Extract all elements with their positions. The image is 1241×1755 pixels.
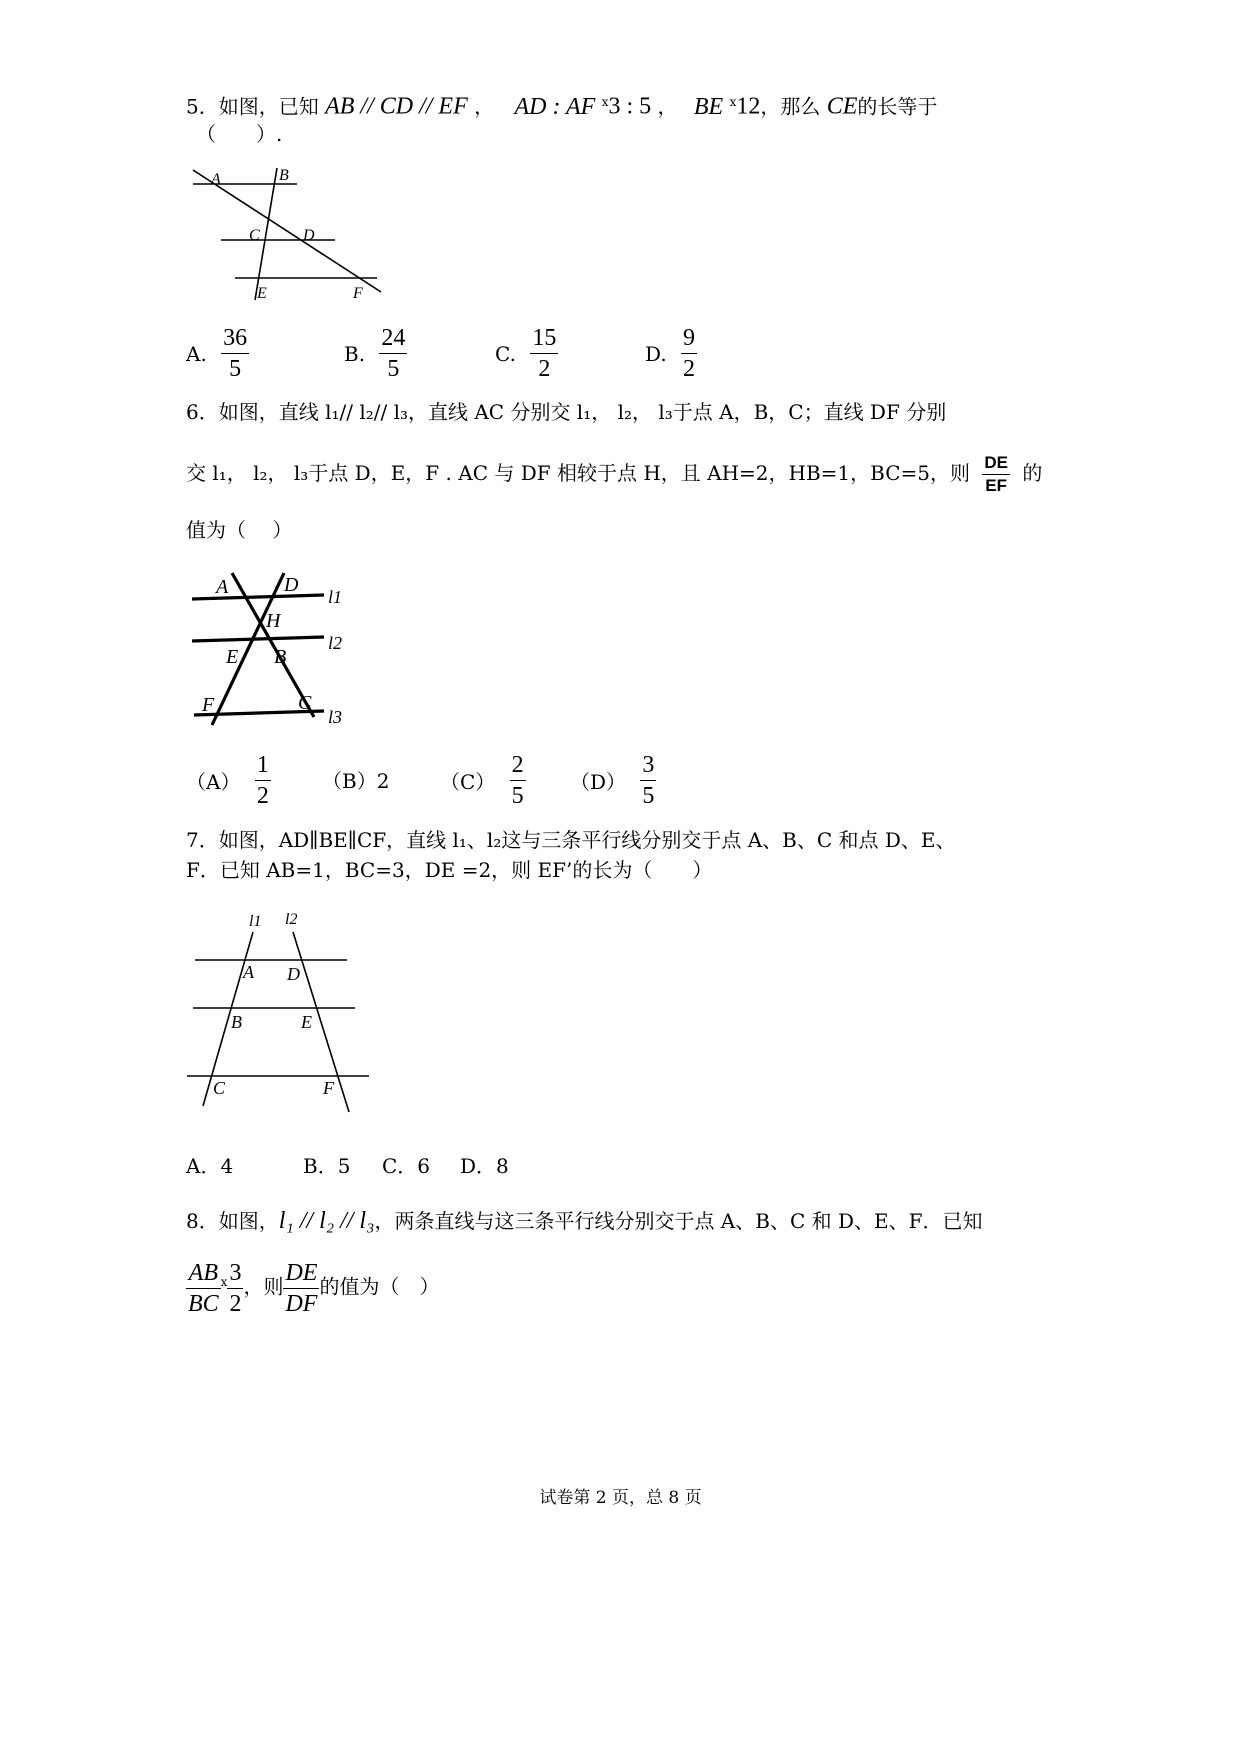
q5-option-b-num: 24 [379, 323, 407, 354]
q5-option-a-den: 5 [229, 356, 242, 382]
q5-option-b-fraction [379, 323, 407, 384]
q8-fraction-df: DF [285, 1290, 318, 1317]
q7-figure [185, 900, 385, 1120]
q6-stem-line1: 6．如图，直线 l₁// l₂// l₃，直线 AC 分别交 l₁， l₂， l₃于点 A，B，C；直线 DF 分别 [186, 400, 947, 424]
q8-tail: ，两条直线与这三条平行线分别交于点 A、B、C 和 D、E、F．已知 [374, 1209, 983, 1233]
q6-option-d-label: （D） [570, 770, 627, 794]
q5-option-c-label: C. [495, 341, 516, 366]
q6-label-d: D [284, 574, 299, 596]
q6-option-a-fraction [255, 750, 271, 811]
q5-eq-symbol-2: ⅹ [729, 95, 737, 109]
q8-fraction-de: DE [283, 1258, 319, 1289]
q5-option-a-num: 36 [221, 323, 249, 354]
q5-stem-line1 [186, 88, 937, 121]
q5-stem-line2: （ ）. [196, 122, 283, 146]
q8-fraction-3-2 [227, 1258, 243, 1319]
q6-option-c-num: 2 [510, 750, 526, 781]
q6-option-c[interactable] [440, 750, 526, 811]
q6-option-b-label: （B）2 [322, 769, 390, 793]
q5-option-c[interactable] [495, 323, 558, 384]
q8-fraction-ab-bc [186, 1258, 221, 1319]
q6-stem-line3: 值为（ ） [186, 518, 293, 542]
q5-be: BE [693, 93, 724, 120]
q5-eq-symbol-1: ⅹ [601, 95, 609, 109]
q5-option-c-fraction [530, 323, 558, 384]
q8-end: 的值为（ ） [319, 1274, 440, 1299]
q6-label-l1: l1 [328, 587, 343, 607]
q6-option-c-den: 5 [511, 783, 524, 809]
q5-option-b-label: B. [344, 341, 366, 366]
q8-relation-parallel: l₁ // l₂ // l₃ [278, 1208, 375, 1234]
q8-mid: ，则 [243, 1274, 284, 1299]
q5-be-value: 12 [736, 93, 761, 120]
q8-fraction-2: 2 [229, 1290, 242, 1317]
q6-option-c-fraction [510, 750, 526, 811]
q5-figure [185, 160, 395, 310]
q5-ce: CE [826, 93, 858, 120]
q5-option-c-den: 2 [538, 356, 551, 382]
q7-option-a[interactable]: A．4 [186, 1154, 234, 1178]
q7-label-e: E [301, 1012, 312, 1032]
q7-label-a: A [243, 962, 254, 982]
q5-option-b[interactable] [344, 323, 407, 384]
q8-lead: 8．如图， [186, 1209, 279, 1233]
q6-option-d-den: 5 [642, 783, 655, 809]
q5-option-a-label: A. [186, 341, 207, 366]
q8-fraction-ab: AB [186, 1258, 221, 1289]
q5-option-a-fraction [221, 323, 249, 384]
q6-label-e: E [226, 646, 239, 668]
q5-option-c-num: 15 [530, 323, 558, 354]
q6-stem-line2 [186, 448, 1042, 498]
q8-fraction-bc: BC [188, 1290, 219, 1317]
q6-option-d-num: 3 [640, 750, 656, 781]
q6-label-a: A [216, 576, 229, 598]
q6-label-l3: l3 [328, 707, 343, 727]
q7-option-b[interactable]: B．5 [303, 1154, 351, 1178]
q5-label-d: D [303, 227, 315, 244]
q6-option-a-label: （A） [186, 770, 241, 794]
q5-stem-tail: ，那么 [760, 94, 821, 119]
q7-stem-line2: F．已知 AB=1，BC=3，DE =2，则 EF’的长为（ ） [186, 858, 713, 882]
q6-option-a[interactable] [186, 750, 271, 811]
q6-figure [188, 565, 358, 730]
q5-option-b-den: 5 [387, 356, 400, 382]
q5-option-a[interactable] [186, 323, 249, 384]
q7-line-l1 [203, 932, 253, 1106]
q7-label-f: F [323, 1078, 334, 1098]
q6-label-c: C [298, 692, 312, 714]
q6-option-c-label: （C） [440, 770, 496, 794]
q7-option-c[interactable]: C．6 [382, 1154, 431, 1178]
q5-relation-parallel: AB // CD // EF [325, 93, 468, 120]
q6-label-h: H [266, 610, 281, 632]
q7-label-l2: l2 [285, 911, 298, 928]
q5-sep2: ， [657, 94, 678, 119]
q6-stem-line2-pre: 交 l₁， l₂， l₃于点 D，E，F . AC 与 DF 相较于点 H，且 AH=2，HB=1，BC=5，则 [186, 461, 970, 485]
q6-label-f: F [202, 694, 215, 716]
q6-ratio-den: EF [985, 476, 1008, 495]
q5-label-a: A [211, 171, 221, 188]
q5-label-e: E [257, 285, 267, 302]
q7-label-l1: l1 [249, 913, 262, 930]
q5-label-c: C [249, 227, 260, 244]
q6-option-a-den: 2 [256, 783, 269, 809]
q6-stem-line2-post: 的 [1022, 461, 1043, 485]
q6-option-d[interactable] [570, 750, 656, 811]
q7-stem-line1: 7．如图，AD∥BE∥CF，直线 l₁、l₂这与三条平行线分别交于点 A、B、C 和点 D、E、 [186, 828, 956, 852]
q5-relation-ratio: AD : AF [514, 93, 596, 120]
q5-option-d-num: 9 [681, 323, 697, 354]
q5-sep1: ， [474, 94, 495, 119]
q5-stem-lead: 5．如图，已知 [186, 94, 319, 119]
q6-option-d-fraction [640, 750, 656, 811]
q5-transversal-af [193, 170, 381, 292]
q5-label-b: B [279, 167, 289, 184]
q6-label-b: B [274, 646, 287, 668]
q7-label-b: B [231, 1012, 242, 1032]
q6-option-a-num: 1 [255, 750, 271, 781]
q6-ratio-fraction [982, 452, 1010, 497]
q5-ratio-value: 3 : 5 [608, 93, 652, 120]
q5-option-d-fraction [681, 323, 697, 384]
q5-stem-end: 的长等于 [857, 94, 938, 119]
q8-stem-line2 [186, 1250, 439, 1319]
q6-line-l1 [192, 595, 324, 599]
q8-fraction-de-df [283, 1258, 319, 1319]
q6-ratio-num: DE [982, 452, 1010, 475]
q8-eq-symbol: ⅹ [220, 1275, 228, 1289]
q5-label-f: F [353, 285, 363, 302]
q7-option-d[interactable]: D．8 [460, 1154, 509, 1178]
q6-option-b[interactable] [322, 765, 397, 794]
q8-stem-line1 [186, 1204, 982, 1238]
q5-option-d-label: D. [645, 341, 667, 366]
q6-label-l2: l2 [328, 633, 343, 653]
q7-label-c: C [213, 1078, 226, 1098]
q6-line-l2 [192, 637, 324, 641]
page-footer: 试卷第 2 页，总 8 页 [539, 1488, 702, 1508]
q8-fraction-3: 3 [227, 1258, 243, 1289]
q5-option-d-den: 2 [683, 356, 696, 382]
q5-option-d[interactable] [645, 323, 697, 384]
q7-label-d: D [287, 964, 300, 984]
